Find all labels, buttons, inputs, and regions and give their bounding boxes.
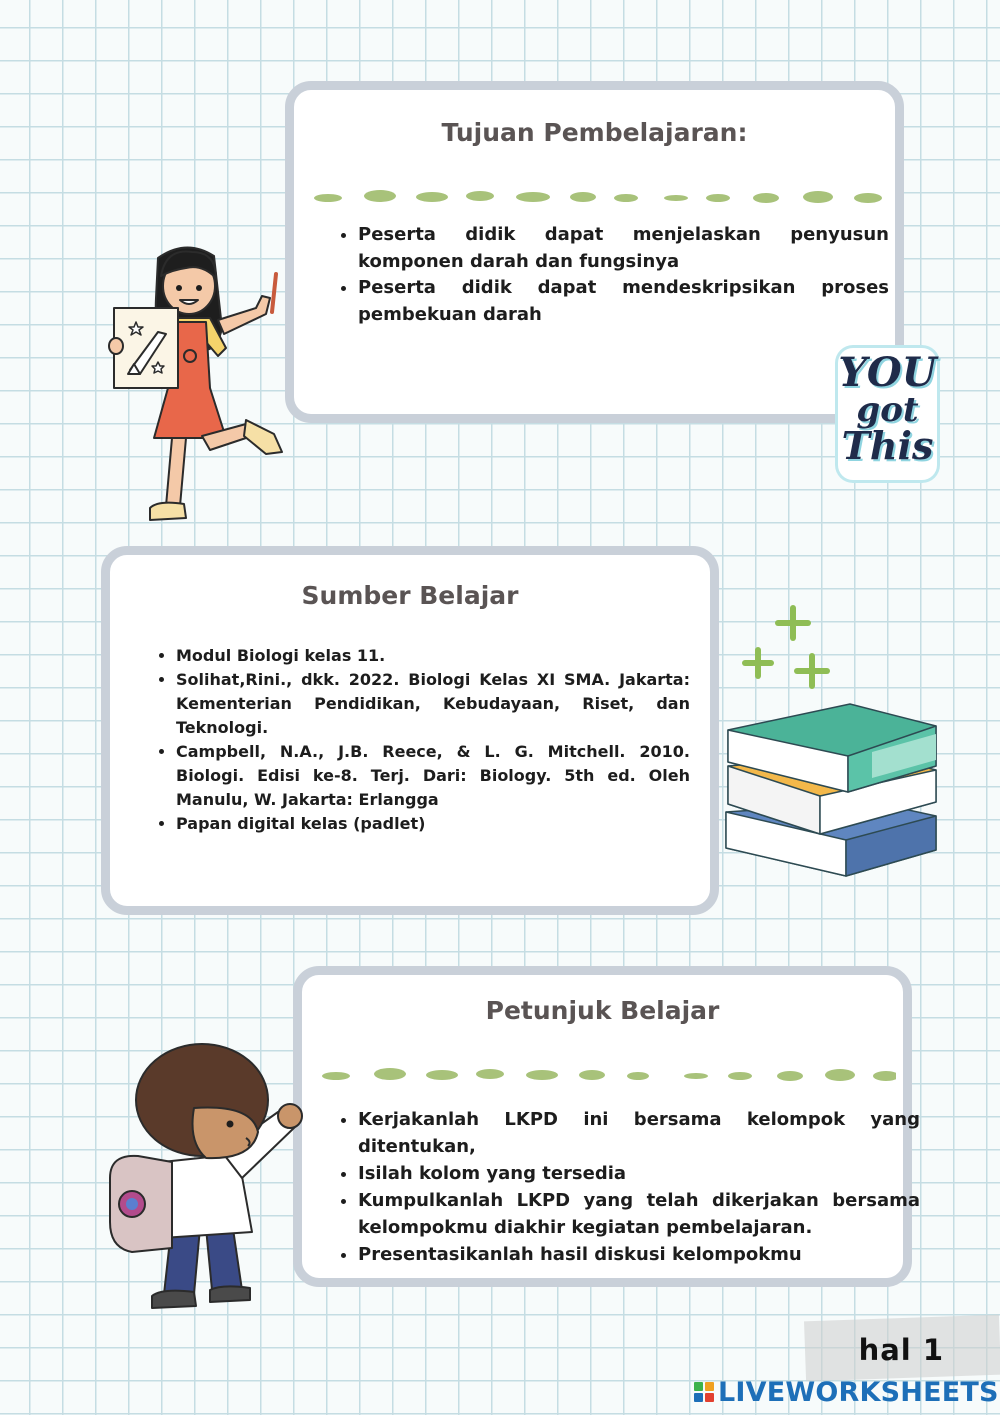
boy-waving-illustration <box>102 1042 312 1312</box>
sticker-line-2: got <box>856 390 919 430</box>
list-item: • Peserta didik dapat mendeskripsikan proses pembekuan darah <box>358 275 889 328</box>
list-item: • Kerjakanlah LKPD ini bersama kelompok yang ditentukan, <box>358 1106 920 1160</box>
learning-goals-list <box>336 222 889 328</box>
learning-sources-list <box>154 644 690 836</box>
learning-sources-card <box>101 546 719 915</box>
book-stack-illustration <box>722 700 942 880</box>
list-item: • Peserta didik dapat menjelaskan penyusun komponen darah dan fungsinya <box>358 222 889 275</box>
liveworksheets-logo-icon <box>694 1382 714 1402</box>
list-item: • Presentasikanlah hasil diskusi kelompokmu <box>358 1241 920 1268</box>
learning-goals-title: Tujuan Pembelajaran: <box>441 118 748 147</box>
you-got-this-sticker <box>835 345 940 483</box>
list-item: • Papan digital kelas (padlet) <box>176 812 690 836</box>
sticker-line-3: This <box>841 423 934 468</box>
list-item: • Isilah kolom yang tersedia <box>358 1160 920 1187</box>
list-item: • Kumpulkanlah LKPD yang telah dikerjakan bersama kelompokmu diakhir kegiatan pembelajaran. <box>358 1187 920 1241</box>
page-number: hal 1 <box>858 1333 944 1367</box>
sparkle-icon <box>738 602 838 692</box>
brand-name: LIVEWORKSHEETS <box>718 1376 999 1408</box>
list-item: • Solihat,Rini., dkk. 2022. Biologi Kelas XI SMA. Jakarta: Kementerian Pendidikan, Kebudayaan, Riset, dan Teknologi. <box>176 668 690 740</box>
learning-instructions-card <box>293 966 920 1287</box>
sticker-line-1: YOU <box>838 349 937 396</box>
learning-instructions-title: Petunjuk Belajar <box>485 996 720 1025</box>
girl-with-drawing-illustration <box>106 238 296 538</box>
learning-goals-card <box>285 81 904 423</box>
green-dash-divider <box>316 1066 896 1086</box>
liveworksheets-brand[interactable] <box>694 1376 999 1408</box>
list-item: • Campbell, N.A., J.B. Reece, & L. G. Mitchell. 2010. Biologi. Edisi ke-8. Terj. Dari: Biology. 5th ed. Oleh Manulu, W. Jakarta: Erlangga <box>176 740 690 812</box>
learning-sources-title: Sumber Belajar <box>301 581 519 610</box>
list-item: • Modul Biologi kelas 11. <box>176 644 690 668</box>
green-dash-divider <box>308 188 888 208</box>
learning-instructions-list <box>336 1106 920 1268</box>
